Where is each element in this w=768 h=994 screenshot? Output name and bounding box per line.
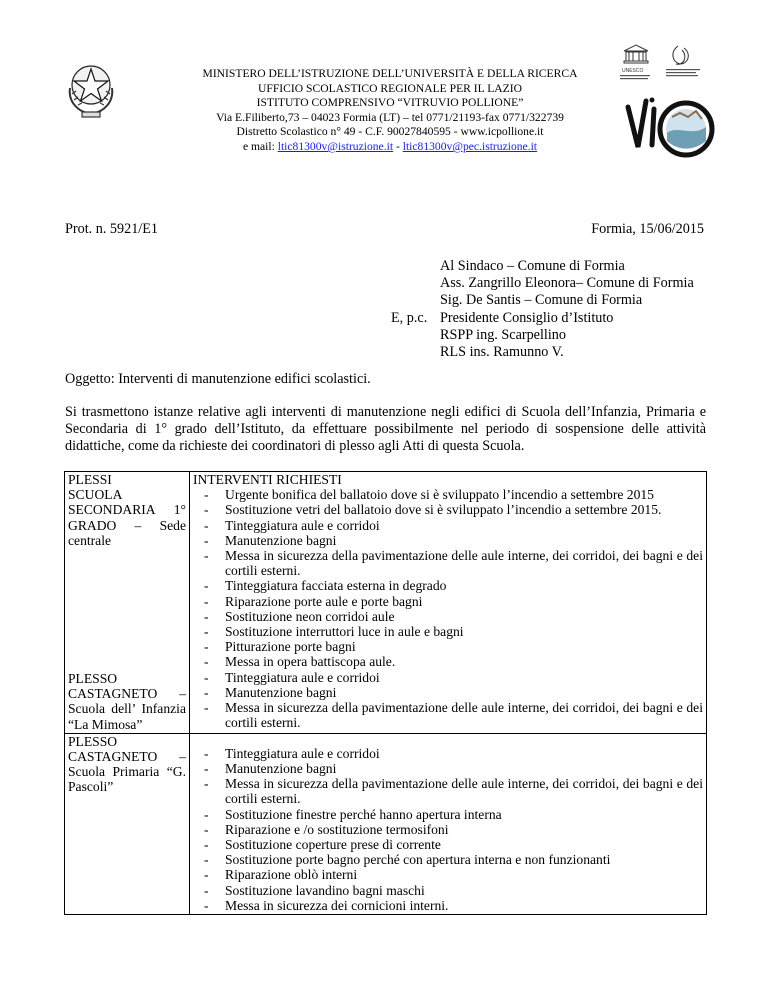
email-line [120,140,660,155]
list-item: - Riparazione porte aule e porte bagni [193,594,703,609]
plesso-name: PLESSO CASTAGNETO – Scuola dell’ Infanzia “La Mimosa” [68,671,186,732]
col-header-interventi: INTERVENTI RICHIESTI [193,472,342,487]
protocol-number: Prot. n. 5921/E1 [65,221,159,237]
list-item: - Messa in sicurezza della pavimentazione delle aule interne, dei corridoi, dei bagni e dei cortili esterni. [193,700,703,730]
email-link[interactable]: ltic81300v@istruzione.it [277,139,394,153]
list-item: - Messa in opera battiscopa aule. [193,654,703,669]
list-item: - Riparazione e /o sostituzione termosifoni [193,822,703,837]
repubblica-emblem-logo [64,58,118,120]
list-item: - Tinteggiatura facciata esterna in degrado [193,578,703,593]
subject-line: Oggetto: Interventi di manutenzione edifici scolastici. [65,371,371,387]
intro-paragraph: Si trasmettono istanze relative agli interventi di manutenzione negli edifici di Scuola dell’Infanzia, Primaria e Secondaria di 1° grado dell’Istituto, da effettuare possibilmente nel periodo di sospensione delle attività didattiche, come da richieste dei coordinatori di plesso agli Atti di questa Scuola. [65,404,706,455]
unesco-logo-text: UNESCO [622,68,644,74]
list-item: - Manutenzione bagni [193,685,703,700]
list-item: - Messa in sicurezza dei cornicioni interni. [193,898,703,913]
letter-date: Formia, 15/06/2015 [591,221,704,237]
list-item: - Tinteggiatura aule e corridoi [193,518,703,533]
table-row [65,733,707,914]
table-header-row [65,472,707,734]
list-item: - Tinteggiatura aule e corridoi [193,670,703,685]
interventions-list [193,746,703,913]
list-item: - Messa in sicurezza della pavimentazione delle aule interne, dei corridoi, dei bagni e dei cortili esterni. [193,776,703,806]
recipient: Sig. De Santis – Comune di Formia [440,292,643,309]
vio-logo-text: VIO [624,158,632,163]
list-item: - Urgente bonifica del ballatoio dove si è sviluppato l’incendio a settembre 2015 [193,487,703,502]
list-item: - Sostituzione interruttori luce in aule e bagni [193,624,703,639]
recipient: Al Sindaco – Comune di Formia [440,258,625,274]
letterhead [120,67,660,155]
recipient: Presidente Consiglio d’Istituto [440,309,614,326]
list-item: - Messa in sicurezza della pavimentazione delle aule interne, dei corridoi, dei bagni e dei cortili esterni. [193,548,703,578]
pec-email-link[interactable]: ltic81300v@pec.istruzione.it [402,139,538,153]
recipient: Ass. Zangrillo Eleonora– Comune di Formia [440,275,694,292]
plesso-name: SCUOLA SECONDARIA 1° GRADO – Sede centrale [68,487,186,548]
cc-label: E, p.c. [391,310,428,326]
list-item: - Sostituzione vetri del ballatoio dove si è sviluppato l’incendio a settembre 2015. [193,502,703,517]
list-item: - Sostituzione neon corridoi aule [193,609,703,624]
ministry-name: MINISTERO DELL’ISTRUZIONE DELL’UNIVERSITÀ E DELLA RICERCA [202,67,578,80]
regional-office: UFFICIO SCOLASTICO REGIONALE PER IL LAZIO [258,81,522,95]
email-label: e mail: [242,139,278,153]
list-item: - Pitturazione porte bagni [193,639,703,654]
list-item: - Sostituzione porte bagno perché con apertura interna e non funzionanti [193,852,703,867]
institute-name: ISTITUTO COMPRENSIVO “VITRUVIO POLLIONE” [256,96,524,110]
list-item: - Manutenzione bagni [193,533,703,548]
interventions-list [193,487,703,730]
recipient: RSPP ing. Scarpellino [440,326,566,343]
list-item: - Tinteggiatura aule e corridoi [193,746,703,761]
recipient: RLS ins. Ramunno V. [440,344,564,361]
email-separator: - [393,139,403,153]
interventions-table [64,471,707,915]
plesso-name: PLESSO CASTAGNETO – Scuola Primaria “G. Pascoli” [68,733,186,795]
list-item: - Sostituzione coperture prese di corrente [193,837,703,852]
list-item: - Sostituzione finestre perché hanno apertura interna [193,807,703,822]
list-item: - Riparazione oblò interni [193,867,703,882]
district-info: Distretto Scolastico n° 49 - C.F. 90027840595 - www.icpollione.it [236,125,544,139]
col-header-plessi: PLESSI [68,472,112,487]
list-item: - Sostituzione lavandino bagni maschi [193,883,703,898]
recipients-list [440,258,694,361]
institute-address: Via E.Filiberto,73 – 04023 Formia (LT) – tel 0771/21193-fax 0771/322739 [216,110,564,124]
list-item: - Manutenzione bagni [193,761,703,776]
